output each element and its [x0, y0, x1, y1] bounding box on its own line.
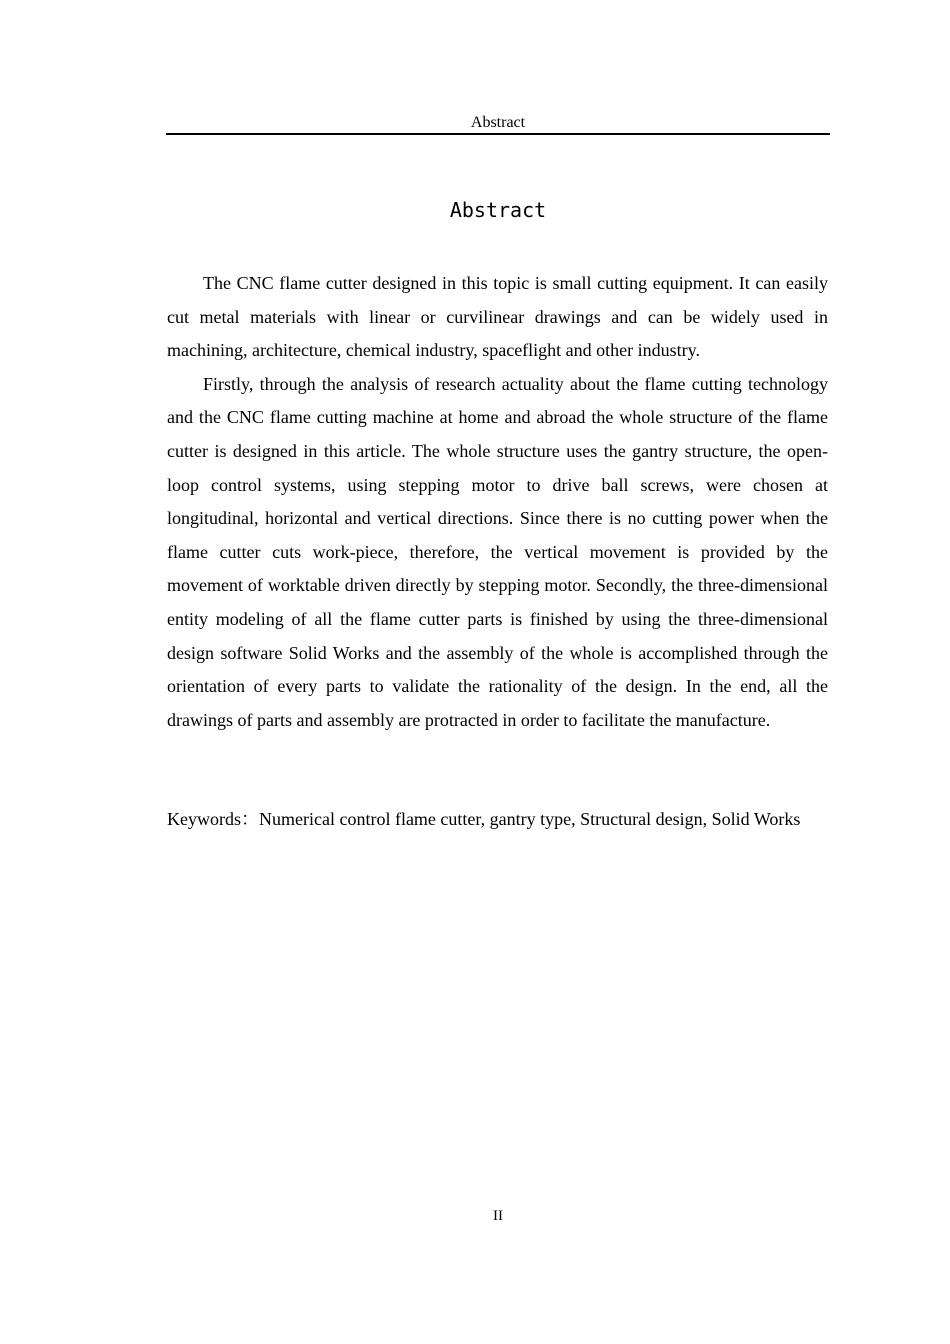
- keywords-text: Numerical control flame cutter, gantry type, Structural design, Solid Works: [259, 809, 801, 829]
- abstract-paragraph-1: The CNC flame cutter designed in this topic is small cutting equipment. It can easily cut metal materials with linear or curvilinear drawings and can be widely used in machining, architecture, chemical industry, spaceflight and other industry.: [167, 273, 828, 361]
- header-rule: [166, 133, 830, 135]
- abstract-body: [167, 267, 828, 737]
- keywords-block: [167, 803, 828, 837]
- abstract-paragraph-2: Firstly, through the analysis of research actuality about the flame cutting technology and the CNC flame cutting machine at home and abroad the whole structure of the flame cutter is designed in this article. The whole structure uses the gantry structure, the open-loop control systems, using stepping motor to drive ball screws, were chosen at longitudinal, horizontal and vertical directions. Since there is no cutting power when the flame cutter cuts work-piece, therefore, the vertical movement is provided by the movement of worktable driven directly by stepping motor. Secondly, the three-dimensional entity modeling of all the flame cutter parts is finished by using the three-dimensional design software Solid Works and the assembly of the whole is accomplished through the orientation of every parts to validate the rationality of the design. In the end, all the drawings of parts and assembly are protracted in order to facilitate the manufacture.: [167, 373, 828, 730]
- running-header: Abstract: [470, 114, 526, 131]
- keywords-label: Keywords：: [167, 809, 259, 829]
- page-title: Abstract: [449, 198, 547, 222]
- page-number: II: [493, 1208, 503, 1224]
